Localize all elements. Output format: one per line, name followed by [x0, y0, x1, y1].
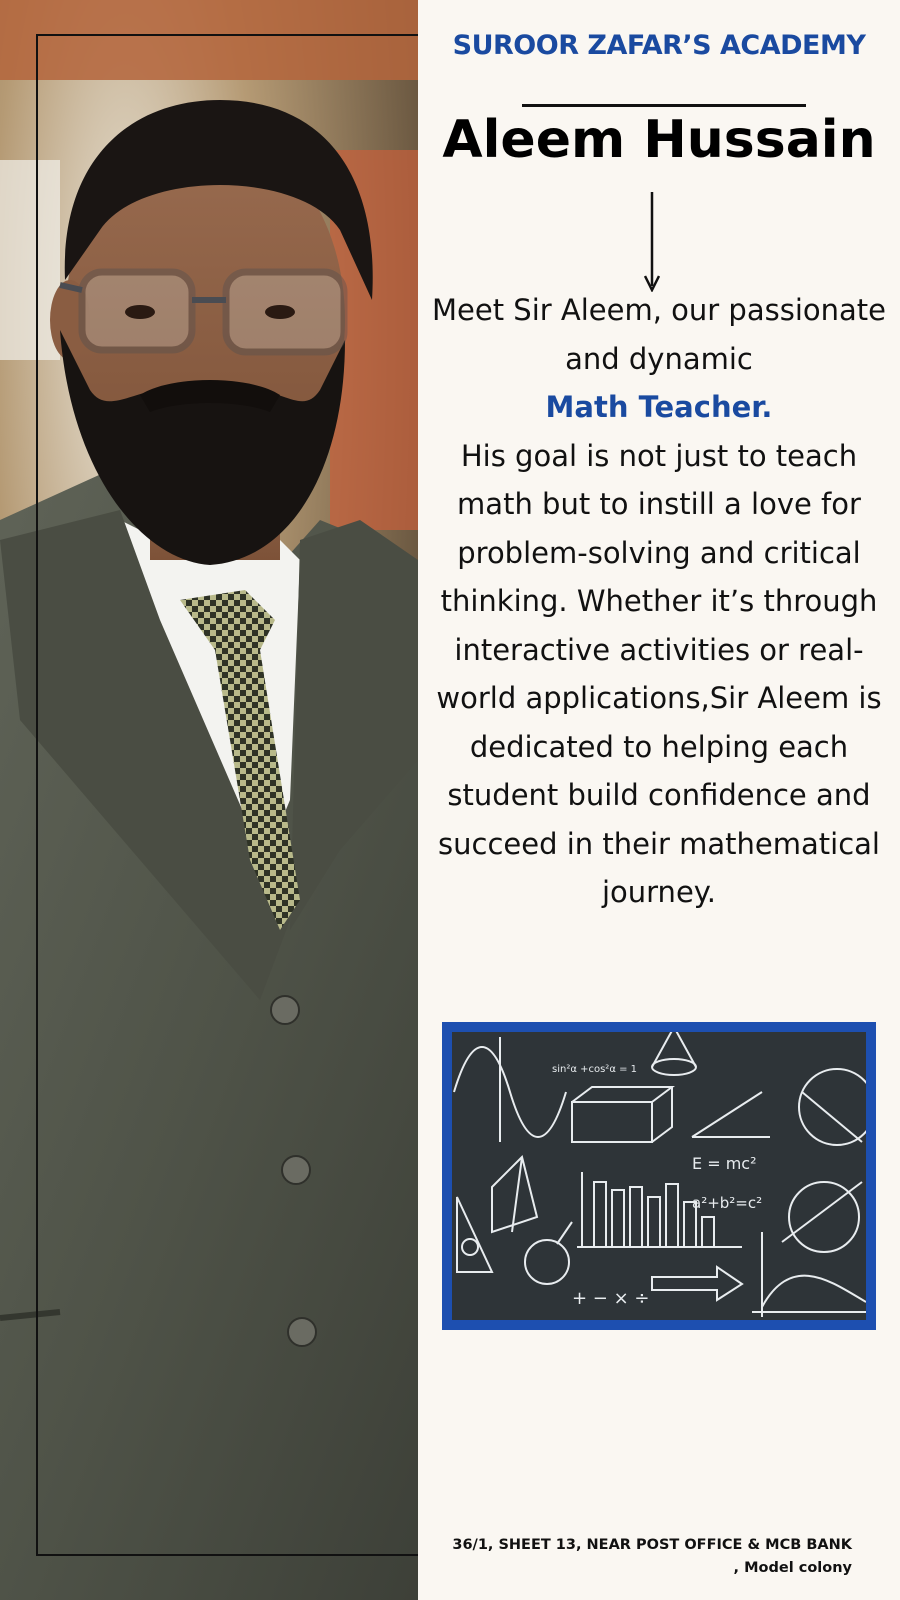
address-line-2: , Model colony — [733, 1560, 852, 1576]
arrow-down-icon — [644, 192, 660, 292]
teacher-portrait-illustration — [0, 0, 418, 1600]
chalkboard-drawings — [452, 1032, 866, 1320]
title-divider — [522, 104, 806, 107]
teacher-photo — [0, 0, 418, 1600]
teacher-name: Aleem Hussain — [442, 110, 876, 170]
academy-name: SUROOR ZAFAR’S ACADEMY — [452, 30, 866, 61]
bio-body: His goal is not just to teach math but to instill a love for problem-solving and critical thinking. Whether it’s through interactive activities or real-world applications,Sir Aleem is dedicated to helping each student build confidence and succeed in their mathematical journey. — [436, 438, 882, 909]
formula-pythagoras: a²+b²=c² — [692, 1194, 763, 1212]
bio-intro: Meet Sir Aleem, our passionate and dynamic — [432, 293, 886, 376]
sine-wave-sketch — [454, 1047, 566, 1137]
formula-emc2: E = mc² — [692, 1154, 757, 1173]
teacher-bio — [432, 286, 886, 917]
bio-subject: Math Teacher. — [545, 390, 773, 424]
academy-address — [452, 1534, 852, 1580]
math-chalkboard-image — [442, 1022, 876, 1330]
formula-trig: sin²α +cos²α = 1 — [552, 1064, 638, 1075]
operators-text: + − × ÷ — [572, 1288, 650, 1309]
address-line-1: 36/1, SHEET 13, NEAR POST OFFICE & MCB BANK — [452, 1537, 852, 1553]
info-panel — [418, 0, 900, 1600]
